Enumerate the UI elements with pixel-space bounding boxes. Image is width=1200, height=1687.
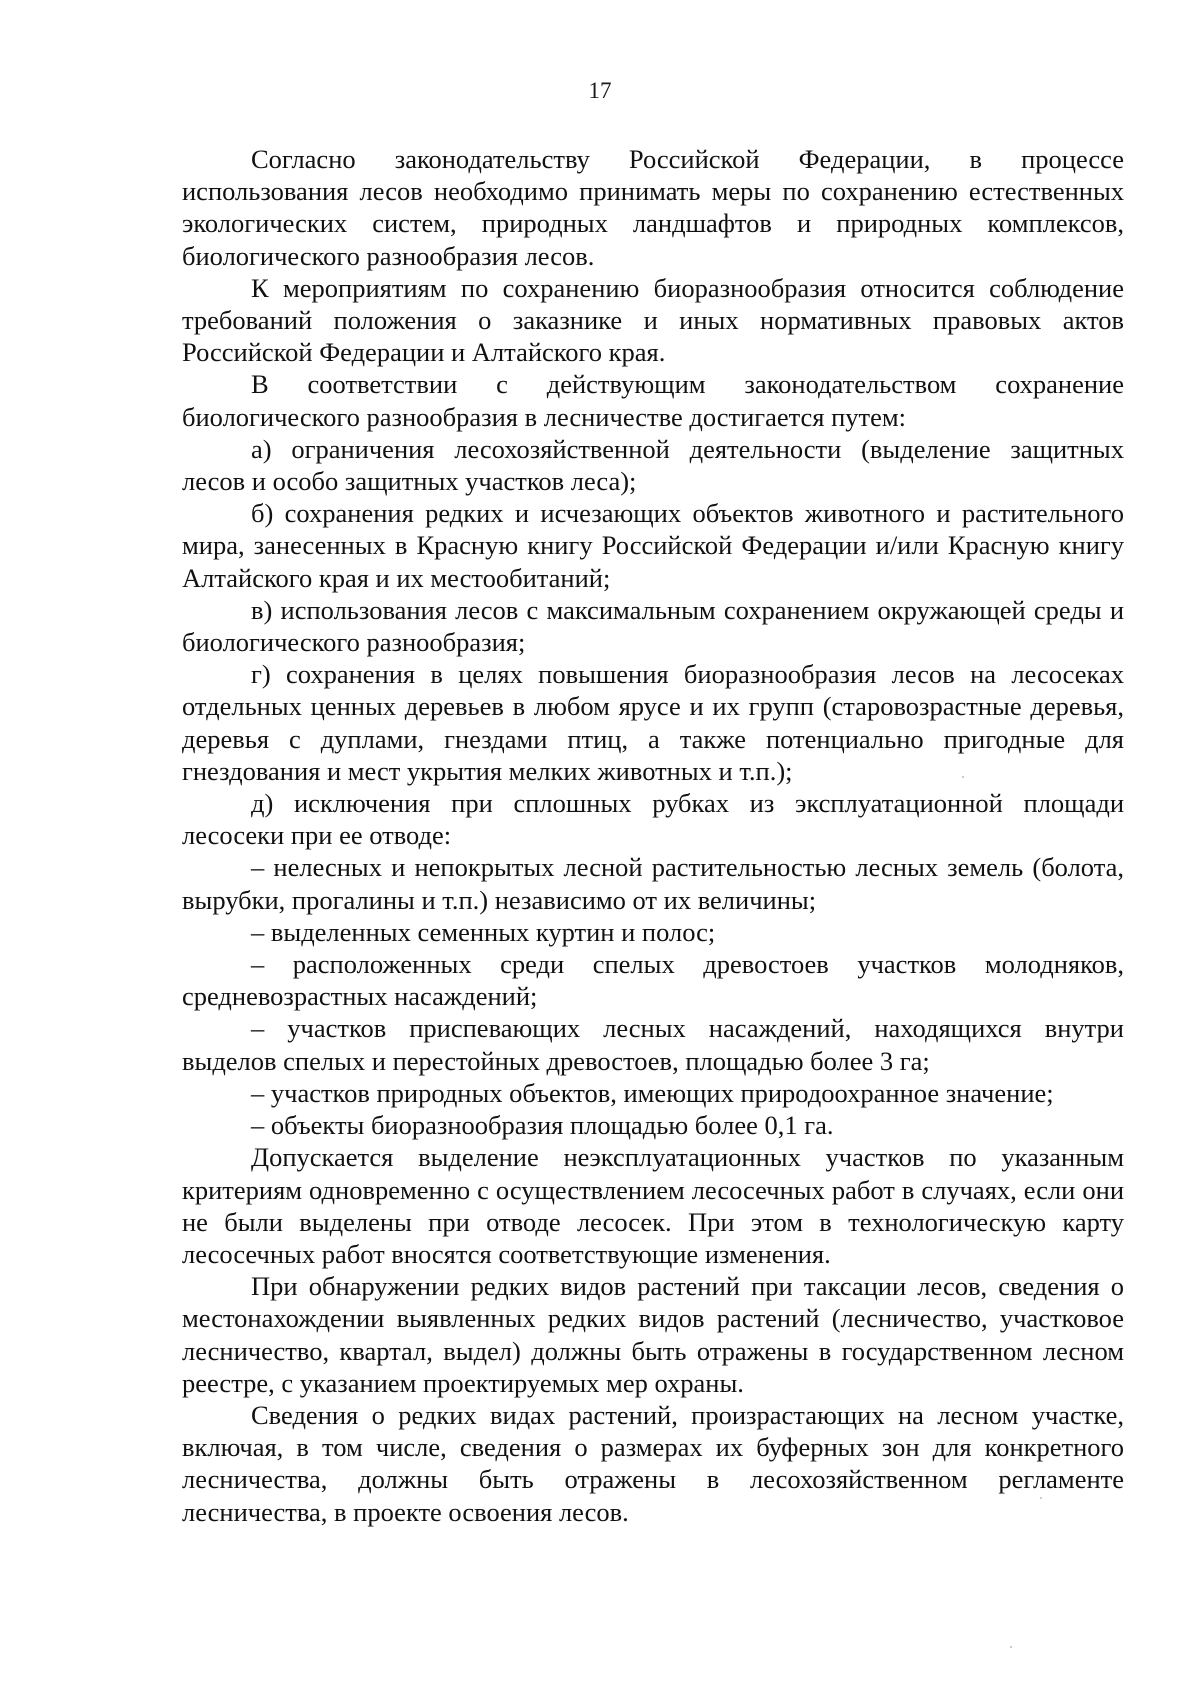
page-number: 17 — [588, 78, 612, 103]
paragraph: К мероприятиям по сохранению биоразнообразия относится соблюдение требований положения о заказнике и иных нормативных правовых актов Российской Федерации и Алтайского края. — [182, 272, 1124, 368]
sub-list-item: – участков природных объектов, имеющих природоохранное значение; — [251, 1077, 1054, 1108]
sub-list-item: – участков приспевающих лесных насаждений, находящихся внутри выделов спелых и перестойных древостоев, площадью более 3 га; — [182, 1013, 1124, 1076]
list-item: г) сохранения в целях повышения биоразнообразия лесов на лесосеках отдельных ценных деревьев в любом ярусе и их групп (старовозрастные деревья, деревья с дуплами, гнездами птиц, а также потенциально пригодные для гнездования и мест укрытия мелких животных и т.п.); — [182, 659, 1124, 786]
scan-speck — [1010, 1646, 1012, 1648]
list-item: в) использования лесов с максимальным сохранением окружающей среды и биологического разнообразия; — [182, 594, 1124, 658]
list-item: б) сохранения редких и исчезающих объектов животного и растительного мира, занесенных в Красную книгу Российской Федерации и/или Красную книгу Алтайского края и их местообитаний; — [182, 498, 1124, 593]
paragraph: В соответствии с действующим законодательством сохранение биологического разнообразия в лесничестве достигается путем: — [182, 369, 1124, 432]
paragraph: Допускается выделение неэксплуатационных участков по указанным критериям одновременно с осуществлением лесосечных работ в случаях, если они не были выделены при отводе лесосек. При этом в технологическую карту лесосечных работ вносятся соответствующие изменения. — [182, 1142, 1124, 1269]
paragraph: Сведения о редких видах растений, произрастающих на лесном участке, включая, в том числе, сведения о размерах их буферных зон для конкретного лесничества, должны быть отражены в лесохозяйственном регламенте лесничества, в проекте освоения лесов. — [182, 1399, 1124, 1527]
scan-speck — [1040, 1497, 1042, 1499]
document-body — [182, 143, 1124, 1528]
sub-list-item: – выделенных семенных куртин и полос; — [251, 916, 716, 947]
paragraph: При обнаружении редких видов растений при таксации лесов, сведения о местонахождении выявленных редких видов растений (лесничество, участковое лесничество, квартал, выдел) должны быть отражены в государственном лесном реестре, с указанием проектируемых мер охраны. — [182, 1271, 1124, 1398]
paragraph: Согласно законодательству Российской Федерации, в процессе использования лесов необходимо принимать меры по сохранению естественных экологических систем, природных ландшафтов и природных комплексов, биологического разнообразия лесов. — [182, 144, 1124, 271]
sub-list-item: – объекты биоразнообразия площадью более 0,1 га. — [251, 1110, 834, 1141]
list-item: д) исключения при сплошных рубках из эксплуатационной площади лесосеки при ее отводе: — [182, 788, 1124, 851]
scan-speck — [962, 776, 964, 778]
sub-list-item: – нелесных и непокрытых лесной растительностью лесных земель (болота, вырубки, прогалины и т.п.) независимо от их величины; — [182, 852, 1124, 915]
list-item: а) ограничения лесохозяйственной деятельности (выделение защитных лесов и особо защитных участков леса); — [182, 433, 1124, 497]
sub-list-item: – расположенных среди спелых древостоев участков молодняков, средневозрастных насаждений; — [182, 949, 1124, 1012]
